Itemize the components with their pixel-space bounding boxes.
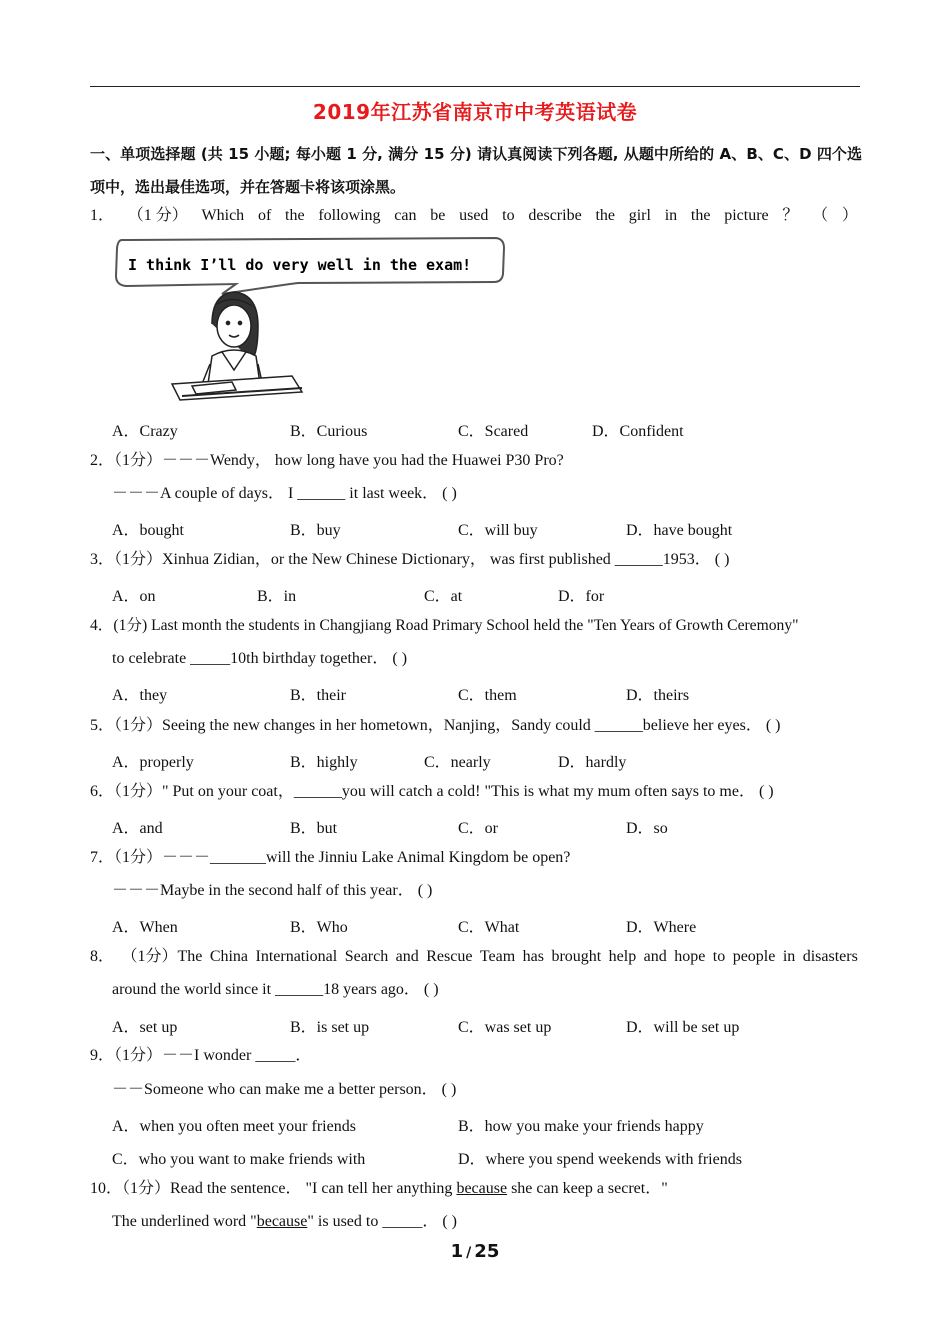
q1-stem-word: ？ xyxy=(782,207,799,224)
q1-stem-word: used xyxy=(459,207,489,224)
q9-option-d[interactable]: D．where you spend weekends with friends xyxy=(458,1151,742,1168)
q8-stem-word: brought xyxy=(551,948,602,965)
q3-option-b[interactable]: B．in xyxy=(257,588,297,605)
q1-stem-word: in xyxy=(664,207,678,224)
question-4-stem: 4．(1分) Last month the students in Changjiang Road Primary School held the "Ten Years of Growth Ceremony" xyxy=(90,617,799,634)
q8-stem-word: Team xyxy=(479,948,516,965)
q10-post: she can keep a secret．" xyxy=(507,1180,668,1197)
question-5-stem: 5．（1分）Seeing the new changes in her hometown，Nanjing，Sandy could ______believe her eyes． ( ) xyxy=(90,717,781,734)
q8-stem-word: disasters xyxy=(802,948,858,965)
q7-option-b[interactable]: B．Who xyxy=(290,919,348,936)
q8-stem-word: in xyxy=(782,948,796,965)
question-4-stem-cont: to celebrate _____10th birthday together． ( ) xyxy=(112,650,408,667)
q9-option-b[interactable]: B．how you make your friends happy xyxy=(458,1118,704,1135)
question-3-stem: 3．（1分）Xinhua Zidian，or the New Chinese Dictionary， was first published ______1953． ( ) xyxy=(90,551,730,568)
q6-option-b[interactable]: B．but xyxy=(290,820,338,837)
q3-option-d[interactable]: D．for xyxy=(558,588,605,605)
question-6-stem: 6．（1分）" Put on your coat，______you will catch a cold! "This is what my mum often says to me． ( ) xyxy=(90,783,774,800)
q8-stem-word: and xyxy=(643,948,667,965)
speech-bubble-illustration xyxy=(112,234,508,406)
q1-stem-word: Which xyxy=(201,207,245,224)
q8-stem-word: hope xyxy=(674,948,706,965)
q8-option-c[interactable]: C．was set up xyxy=(458,1019,552,1036)
q3-option-c[interactable]: C．at xyxy=(424,588,463,605)
q8-stem-word: help xyxy=(608,948,637,965)
question-8-stem xyxy=(90,947,858,967)
q8-stem-word: to xyxy=(712,948,726,965)
q10-underlined-word: because xyxy=(456,1180,508,1197)
question-8-stem-cont: around the world since it ______18 years ago． ( ) xyxy=(112,981,439,998)
q7-option-a[interactable]: A．When xyxy=(112,919,178,936)
question-9-stem: 9．（1分）－－I wonder _____． xyxy=(90,1047,312,1064)
bubble-text: I think I’ll do very well in the exam! xyxy=(128,256,472,274)
q1-stem-word: can xyxy=(394,207,417,224)
q10-pre: 10．（1分）Read the sentence． "I can tell her anything xyxy=(90,1180,457,1197)
q10-l2-underlined-word: because xyxy=(256,1213,308,1230)
q1-stem-word: ） xyxy=(841,207,858,224)
question-1-picture xyxy=(112,234,508,406)
question-10-stem xyxy=(90,1179,668,1199)
q8-stem-word: has xyxy=(522,948,544,965)
q8-stem-word: Search xyxy=(344,948,389,965)
q5-option-d[interactable]: D．hardly xyxy=(558,754,627,771)
section-heading: 一、单项选择题 (共 15 小题; 每小题 1 分, 满分 15 分) 请认真阅读下列各题, 从题中所给的 A、B、C、D 四个选项中，选出最佳选项，并在答题卡将该项涂黑。 xyxy=(90,145,862,196)
q10-l2-pre: The underlined word " xyxy=(112,1213,257,1230)
q2-option-a[interactable]: A．bought xyxy=(112,522,185,539)
q4-option-a[interactable]: A．they xyxy=(112,687,168,704)
q7-option-c[interactable]: C．What xyxy=(458,919,520,936)
q2-option-d[interactable]: D．have bought xyxy=(626,522,733,539)
q1-stem-word: the xyxy=(690,207,711,224)
q2-option-b[interactable]: B．buy xyxy=(290,522,341,539)
q1-stem-word: （1 分） xyxy=(127,207,188,224)
question-2-stem: 2．（1分）－－－Wendy， how long have you had the Huawei P30 Pro? xyxy=(90,452,564,469)
q1-option-d[interactable]: D．Confident xyxy=(592,423,684,440)
q1-option-b[interactable]: B．Curious xyxy=(290,423,368,440)
page-number xyxy=(0,1241,950,1262)
q1-stem-word: describe xyxy=(528,207,582,224)
q1-stem-word: following xyxy=(318,207,381,224)
q1-stem-word: 1． xyxy=(90,207,115,224)
q10-l2-post: " is used to _____． ( ) xyxy=(307,1213,457,1230)
q8-stem-word: International xyxy=(255,948,338,965)
question-10-stem-cont xyxy=(112,1212,457,1232)
q1-option-a[interactable]: A．Crazy xyxy=(112,423,178,440)
q1-stem-word: girl xyxy=(628,207,651,224)
question-9-reply: －－Someone who can make me a better person． ( ) xyxy=(112,1081,457,1098)
q7-option-d[interactable]: D．Where xyxy=(626,919,697,936)
q8-option-a[interactable]: A．set up xyxy=(112,1019,178,1036)
q4-option-c[interactable]: C．them xyxy=(458,687,517,704)
q6-option-c[interactable]: C．or xyxy=(458,820,499,837)
q1-stem-word: of xyxy=(257,207,272,224)
q9-option-a[interactable]: A．when you often meet your friends xyxy=(112,1118,356,1135)
girl-drawing xyxy=(172,292,302,400)
q1-stem-word: picture xyxy=(724,207,769,224)
q1-option-c[interactable]: C．Scared xyxy=(458,423,529,440)
q8-stem-word: Rescue xyxy=(426,948,473,965)
q4-option-b[interactable]: B．their xyxy=(290,687,346,704)
q8-option-d[interactable]: D．will be set up xyxy=(626,1019,740,1036)
q1-stem-word: （ xyxy=(812,207,829,224)
q6-option-d[interactable]: D．so xyxy=(626,820,668,837)
q6-option-a[interactable]: A．and xyxy=(112,820,163,837)
q1-stem-word: the xyxy=(285,207,305,224)
top-rule xyxy=(90,86,860,87)
q8-stem-word: people xyxy=(732,948,776,965)
q3-option-a[interactable]: A．on xyxy=(112,588,156,605)
question-2-reply: －－－A couple of days． I ______ it last week． ( ) xyxy=(112,485,457,502)
q1-stem-word: the xyxy=(595,207,615,224)
question-1-stem xyxy=(90,206,858,226)
q8-stem-word: 8． xyxy=(90,948,115,965)
q8-stem-word: China xyxy=(209,948,249,965)
question-7-stem: 7．（1分）－－－_______will the Jinniu Lake Animal Kingdom be open? xyxy=(90,849,571,866)
question-7-reply: －－－Maybe in the second half of this year． ( ) xyxy=(112,882,433,899)
q1-stem-word: be xyxy=(430,207,446,224)
q1-stem-word: to xyxy=(502,207,515,224)
q8-option-b[interactable]: B．is set up xyxy=(290,1019,370,1036)
page-total: 25 xyxy=(474,1241,500,1262)
q8-stem-word: （1分）The xyxy=(121,948,203,965)
page-separator: / xyxy=(466,1245,472,1261)
q4-option-d[interactable]: D．theirs xyxy=(626,687,690,704)
q5-option-a[interactable]: A．properly xyxy=(112,754,194,771)
q5-option-c[interactable]: C．nearly xyxy=(424,754,491,771)
q5-option-b[interactable]: B．highly xyxy=(290,754,358,771)
q2-option-c[interactable]: C．will buy xyxy=(458,522,538,539)
page-current: 1 xyxy=(450,1241,464,1262)
q8-stem-word: and xyxy=(395,948,419,965)
exam-title: 2019年江苏省南京市中考英语试卷 xyxy=(312,100,638,124)
q9-option-c[interactable]: C．who you want to make friends with xyxy=(112,1151,366,1168)
